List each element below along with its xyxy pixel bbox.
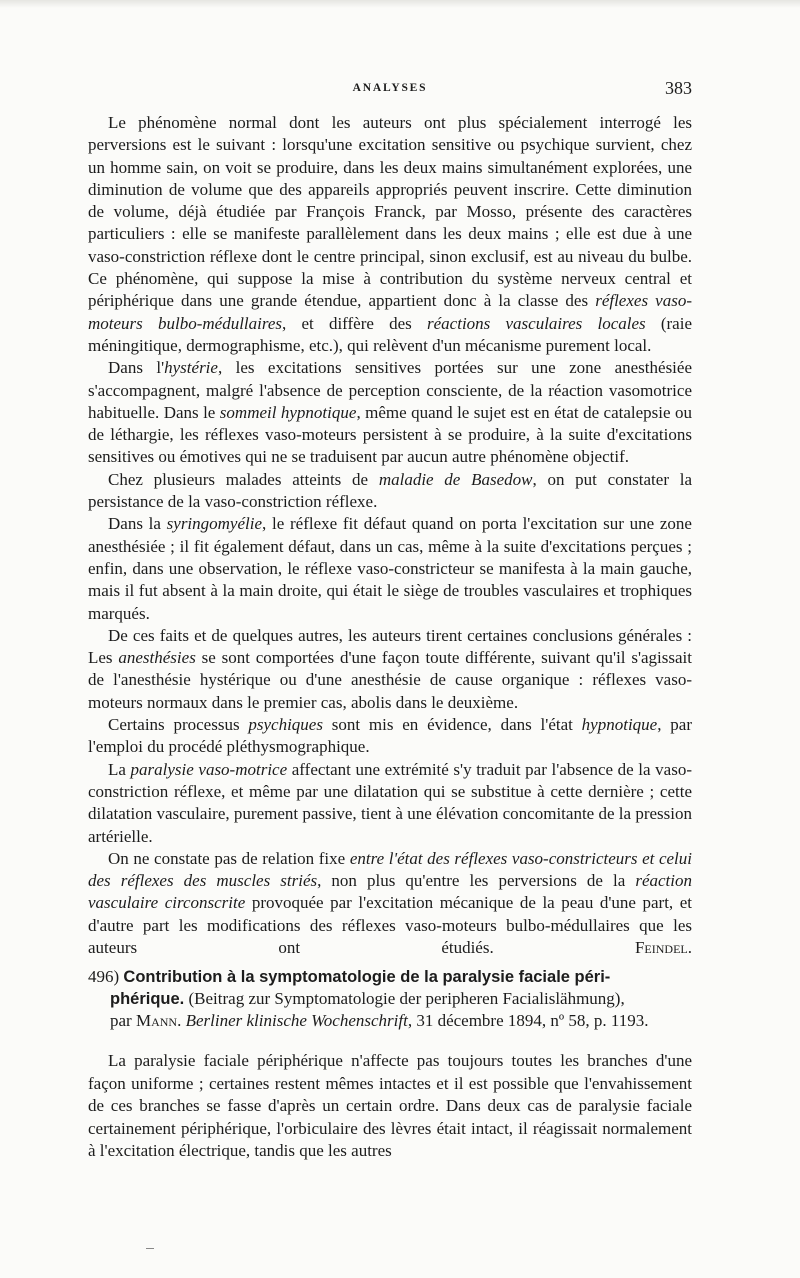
article-title-line1: Contribution à la symptomatologie de la paralysie faciale péri- [123, 968, 611, 986]
scan-mark [146, 1248, 154, 1249]
paragraph-conclusions: De ces faits et de quelques autres, les auteurs tirent certaines conclusions générales : Les anesthésies se sont comportées d'une façon toute différente, suivant qu'il s'agissait de l'anesthésie hystérique ou d'une anesthésie de cause organique : réflexes vaso-moteurs normaux dans le premier cas, abolis dans le deuxième. [88, 625, 693, 712]
article-paragraph: La paralysie faciale périphérique n'affecte pas toujours toutes les branches d'une façon uniforme ; certaines restent mêmes intactes et il est possible que l'envahissement de ces branches se fasse d'après un certain ordre. Dans deux cas de paralysie faciale certainement périphérique, l'orbiculaire des lèvres était intact, il réagissait normalement à l'excitation électrique, tandis que les autres [88, 1051, 692, 1161]
paragraph-psychic: Certains processus psychiques sont mis en évidence, dans l'état hypnotique, par l'emploi du procédé pléthysmographique. [88, 715, 692, 757]
paragraph-syringomyelia: Dans la syringomyélie, le réflexe fit défaut quand on porta l'excitation sur une zone anesthésiée ; il fit également défaut, dans un cas, même à la suite d'excitations perçues ; enfin, dans une observation, le réflexe vaso-constricteur se manifesta à la main gauche, mais il fut absent à la main droite, qui était le siège de troubles vasculaires et trophiques marqués. [88, 514, 692, 623]
article-number: 496) [88, 967, 120, 986]
paragraph-no-relation: On ne constate pas de relation fixe entre l'état des réflexes vaso-constricteurs et celui des réflexes des muscles striés, non plus qu'entre les perversions de la réaction vasculaire circonscrite provoquée par l'excitation mécanique de la peau d'une part, et d'autre part les modifications des réflexes vaso-moteurs bulbo-médullaires que les auteurs ont étudiés. Feindel. [88, 848, 692, 957]
article-heading-line3: par Mann. Berliner klinische Wochenschrift, 31 décembre 1894, nº 58, p. 1193. [110, 1011, 649, 1030]
previous-article-body [88, 112, 692, 959]
german-title: (Beitrag zur Symptomatologie der peripheren Facialislähmung), [184, 989, 625, 1008]
paragraph-normal-phenomenon: Le phénomène normal dont les auteurs ont plus spécialement interrogé les perversions est le suivant : lorsqu'une excitation sensitive ou psychique survient, chez un homme sain, on voit se produire, dans les deux mains simultanément explorées, une diminution de volume que des appareils appropriés peuvent inscrire. Cette diminution de volume, déjà étudiée par François Franck, par Mosso, présente des caractères particuliers : elle se manifeste parallèlement dans les deux mains ; elle est due à une vaso-constriction réflexe dont le centre principal, sinon exclusif, est au niveau du bulbe. Ce phénomène, qui suppose la mise à contribution du système nerveux central et périphérique dans une grande étendue, appartient donc à la classe des réflexes vaso-moteurs bulbo-médullaires, et diffère des réactions vasculaires locales (raie méningitique, dermographisme, etc.), qui relèvent d'un mécanisme purement local. [88, 113, 692, 355]
journal-name: Berliner klinische Wochenschrift [185, 1011, 408, 1030]
article-body [88, 1050, 692, 1163]
running-head [88, 78, 692, 100]
paragraph-vasomotor-paralysis: La paralysie vaso-motrice affectant une extrémité s'y traduit par l'absence de la vaso-constriction réflexe, et même par une dilatation qui se substitue à cette dernière ; cette dilatation vasculaire, purement passive, tient à une élévation concomitante de la pression artérielle. [88, 759, 692, 846]
article-heading [88, 966, 692, 1032]
article-author: Mann. [135, 1011, 182, 1030]
paragraph-hysteria: Dans l'hystérie, les excitations sensitives portées sur une zone anesthésiée s'accompagnent, malgré l'absence de perception consciente, de la réaction vasomotrice habituelle. Dans le sommeil hypnotique, même quand le sujet est en état de catalepsie ou de léthargie, les réflexes vaso-moteurs persistent à se produire, à la suite d'excitations sensitives ou émotives qui ne se traduisent par aucun autre phénomène objectif. [88, 358, 693, 467]
page-number: 383 [665, 78, 692, 98]
scan-edge-shadow [0, 0, 800, 8]
citation: , 31 décembre 1894, nº 58, p. 1193. [407, 1011, 649, 1030]
article-title-line2: phérique. [110, 990, 185, 1008]
reviewer-signature: Feindel. [634, 937, 692, 957]
running-title: ANALYSES [352, 82, 428, 94]
article-heading-line2 [88, 988, 692, 1010]
paragraph-basedow: Chez plusieurs malades atteints de maladie de Basedow, on put constater la persistance de la vaso-constriction réflexe. [88, 469, 692, 512]
